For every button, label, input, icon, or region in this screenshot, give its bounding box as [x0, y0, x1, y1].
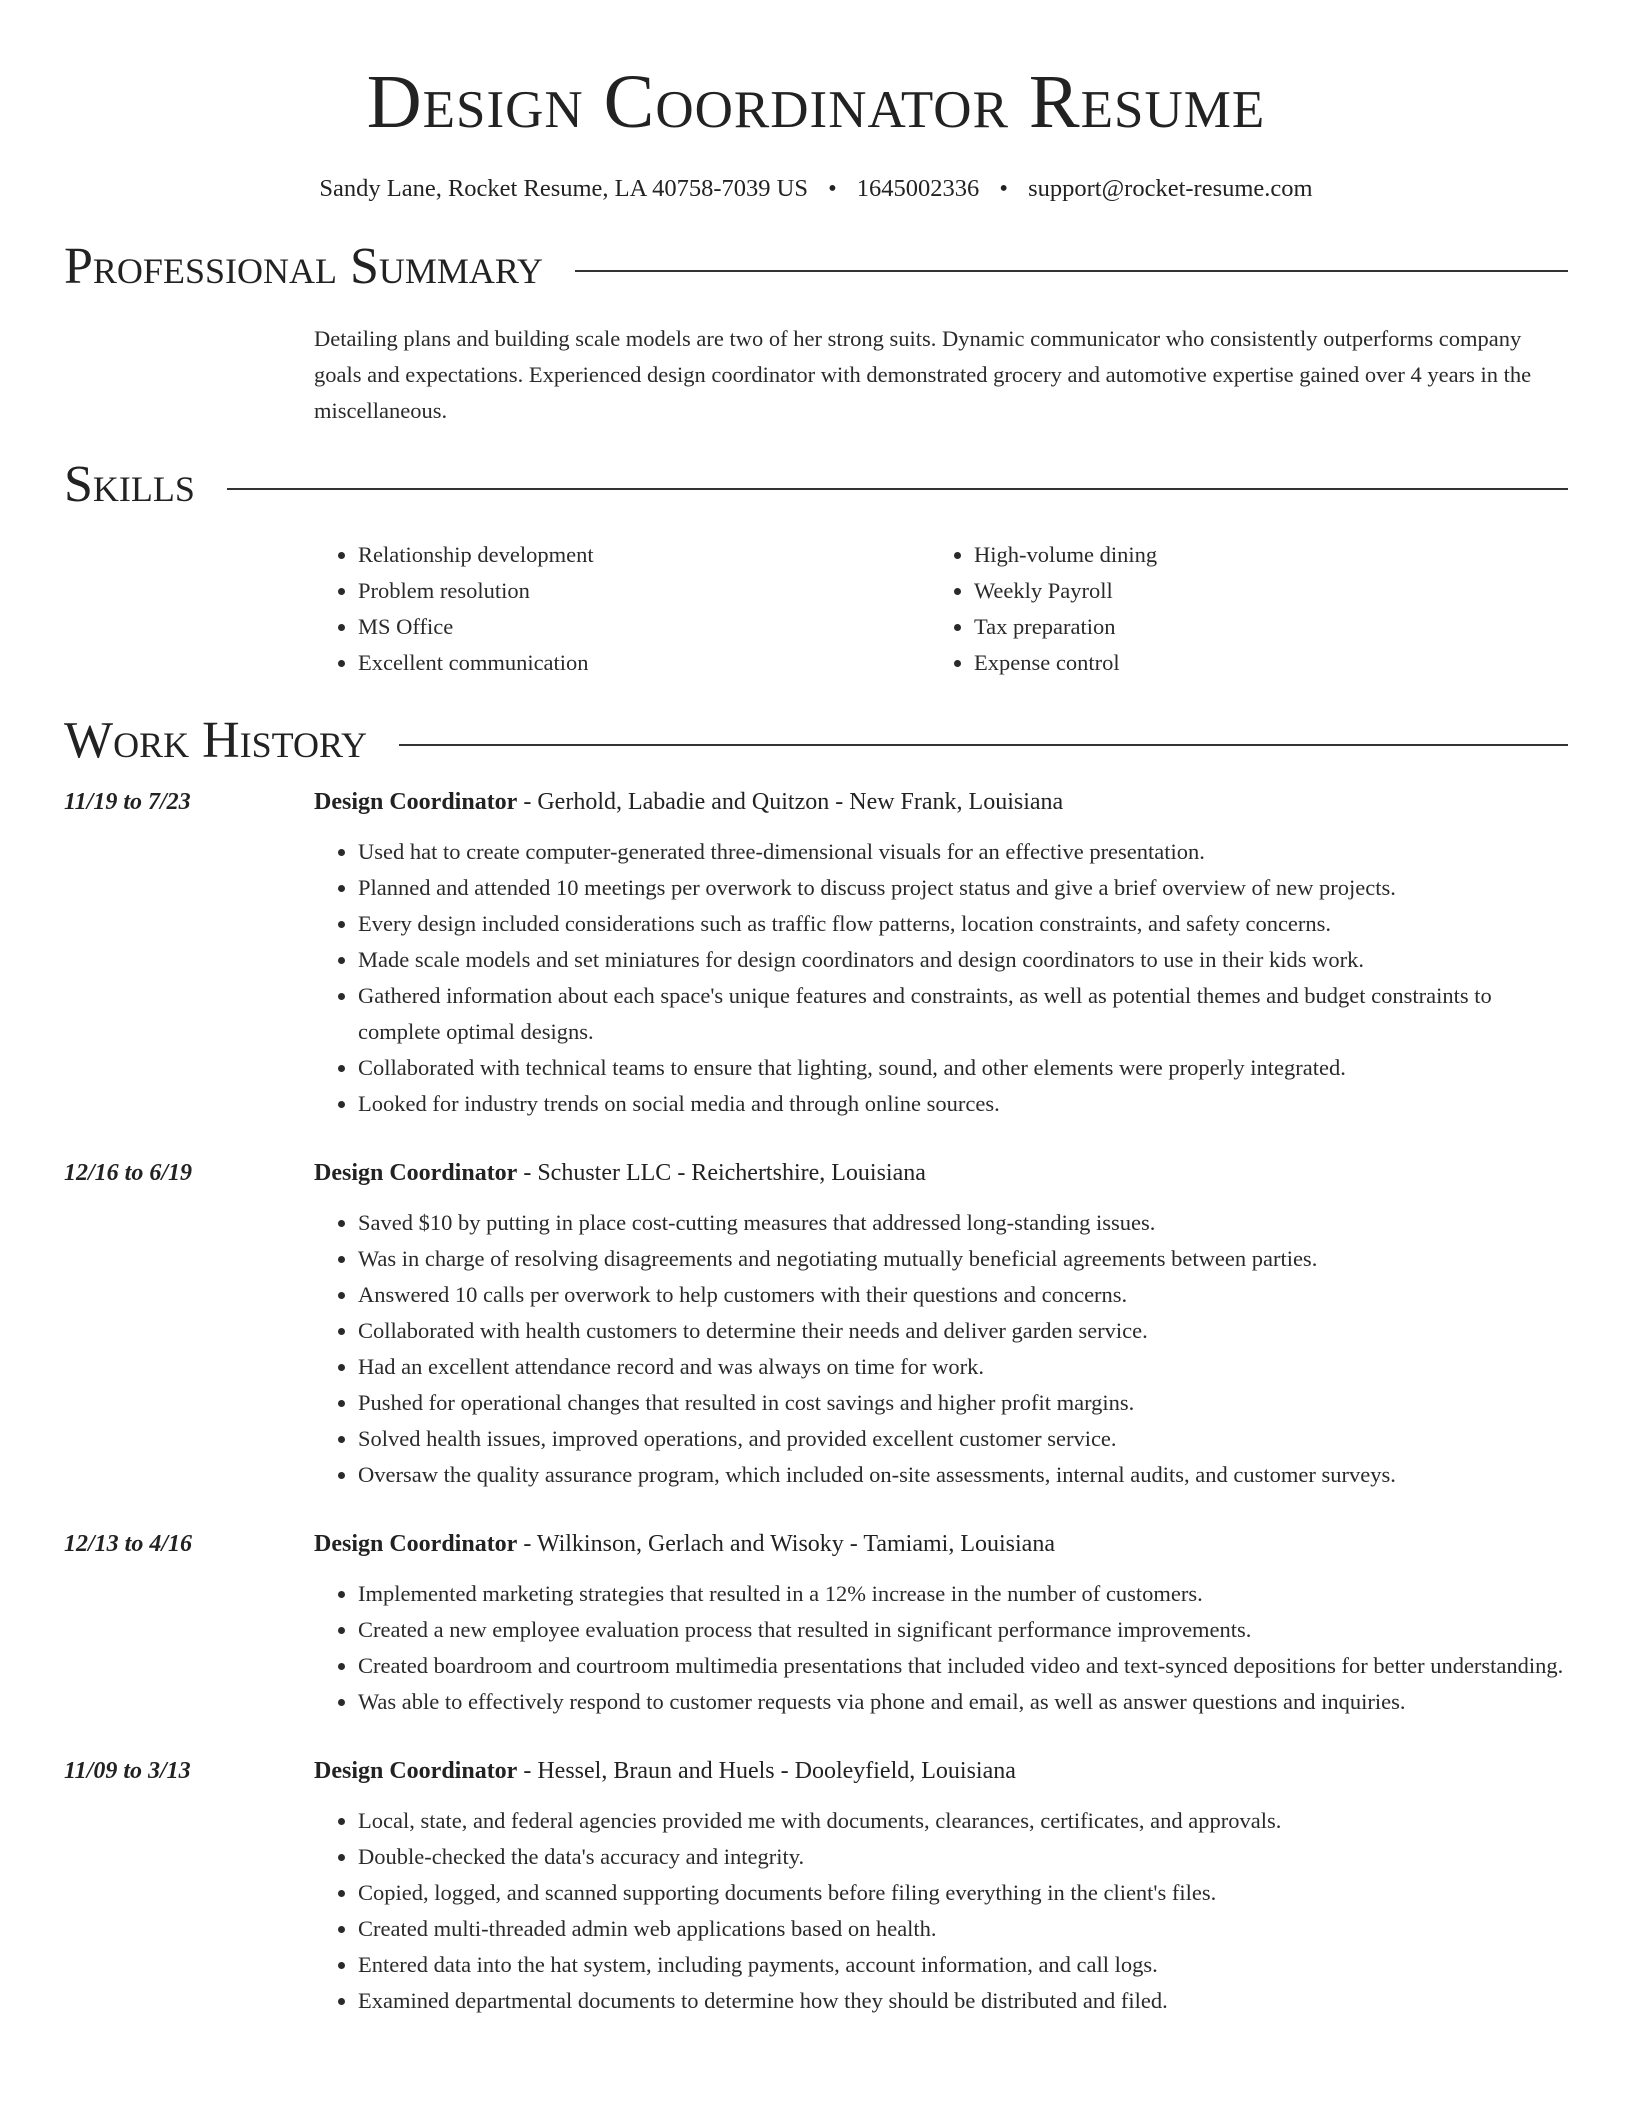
section-title-skills: Skills: [64, 456, 195, 514]
job-title-line: [314, 1160, 926, 1187]
skill-item: • Problem resolution: [358, 573, 930, 609]
job-employer-location: - Wilkinson, Gerlach and Wisoky - Tamiami, Louisiana: [517, 1531, 1055, 1558]
job-role: Design Coordinator: [314, 1758, 518, 1785]
job-duty-item: • Every design included considerations such as traffic flow patterns, location constraints, and safety concerns.: [358, 906, 1568, 942]
job-duty-item: • Double-checked the data's accuracy and integrity.: [358, 1839, 1568, 1875]
job-duty-item: • Pushed for operational changes that resulted in cost savings and higher profit margins.: [358, 1385, 1568, 1421]
job-duty-item: • Saved $10 by putting in place cost-cutting measures that addressed long-standing issues.: [358, 1205, 1568, 1241]
skill-item: • MS Office: [358, 609, 930, 645]
job-duty-item: • Solved health issues, improved operations, and provided excellent customer service.: [358, 1421, 1568, 1457]
job-duty-item: • Answered 10 calls per overwork to help customers with their questions and concerns.: [358, 1277, 1568, 1313]
section-heading-row: [64, 712, 1568, 770]
professional-summary-section: [64, 238, 1568, 429]
job-dates: 12/16 to 6/19: [64, 1160, 193, 1187]
skill-item: • Relationship development: [358, 537, 930, 573]
job-employer-location: - Hessel, Braun and Huels - Dooleyfield, Louisiana: [517, 1758, 1016, 1785]
job-title-line: [314, 1531, 1055, 1558]
job-duty-item: • Planned and attended 10 meetings per overwork to discuss project status and give a brief overview of new projects.: [358, 870, 1568, 906]
job-list: [64, 789, 1568, 2019]
job-duty-list: [314, 1205, 1568, 1493]
contact-address: Sandy Lane, Rocket Resume, LA 40758-7039 US: [319, 175, 808, 202]
skills-columns: [64, 537, 1568, 681]
skill-item: • Expense control: [974, 645, 1546, 681]
job-duty-item: • Local, state, and federal agencies provided me with documents, clearances, certificates, and approvals.: [358, 1803, 1568, 1839]
job-dates: 11/09 to 3/13: [64, 1758, 191, 1785]
job-dates: 11/19 to 7/23: [64, 789, 191, 816]
job-employer-location: - Schuster LLC - Reichertshire, Louisiana: [517, 1160, 926, 1187]
job-duty-item: • Gathered information about each space's unique features and constraints, as well as potential themes and budget constraints to complete optimal designs.: [358, 978, 1568, 1050]
job-entry: [64, 1531, 1568, 1720]
job-role: Design Coordinator: [314, 789, 518, 816]
skill-item: • High-volume dining: [974, 537, 1546, 573]
job-header: [64, 1160, 1568, 1187]
skill-item: • Tax preparation: [974, 609, 1546, 645]
section-title-summary: Professional Summary: [64, 238, 543, 296]
work-history-section: [64, 712, 1568, 2019]
contact-phone: 1645002336: [856, 175, 980, 202]
skills-list-right: [930, 537, 1546, 681]
job-duty-list: [314, 834, 1568, 1122]
job-title-line: [314, 789, 1063, 816]
job-role: Design Coordinator: [314, 1531, 518, 1558]
job-duty-item: • Oversaw the quality assurance program, which included on-site assessments, internal audits, and customer surveys.: [358, 1457, 1568, 1493]
job-duty-item: • Created boardroom and courtroom multimedia presentations that included video and text-synced depositions for better understanding.: [358, 1648, 1568, 1684]
job-duty-item: • Used hat to create computer-generated three-dimensional visuals for an effective presentation.: [358, 834, 1568, 870]
job-entry: [64, 1758, 1568, 2019]
job-title-line: [314, 1758, 1016, 1785]
skills-column-left: [314, 537, 930, 681]
section-heading-row: [64, 238, 1568, 296]
job-duties: [64, 1803, 1568, 2019]
job-header: [64, 1531, 1568, 1558]
job-duty-item: • Created multi-threaded admin web applications based on health.: [358, 1911, 1568, 1947]
section-heading-row: [64, 456, 1568, 514]
job-employer-location: - Gerhold, Labadie and Quitzon - New Frank, Louisiana: [517, 789, 1064, 816]
contact-email: support@rocket-resume.com: [1028, 175, 1313, 202]
skill-item: • Weekly Payroll: [974, 573, 1546, 609]
job-duty-item: • Was able to effectively respond to customer requests via phone and email, as well as answer questions and inquiries.: [358, 1684, 1568, 1720]
job-role: Design Coordinator: [314, 1160, 518, 1187]
contact-separator: •: [999, 175, 1008, 202]
summary-text: Detailing plans and building scale models are two of her strong suits. Dynamic communicator who consistently outperforms company goals and expectations. Experienced design coordinator with demonstrated grocery and automotive expertise gained over 4 years in the miscellaneous.: [314, 326, 1532, 424]
job-duties: [64, 834, 1568, 1122]
job-duty-item: • Collaborated with technical teams to ensure that lighting, sound, and other elements were properly integrated.: [358, 1050, 1568, 1086]
resume-header: [64, 60, 1568, 203]
section-divider: [575, 270, 1568, 272]
job-duty-item: • Made scale models and set miniatures for design coordinators and design coordinators to use in their kids work.: [358, 942, 1568, 978]
job-duty-item: • Had an excellent attendance record and was always on time for work.: [358, 1349, 1568, 1385]
skills-list-left: [314, 537, 930, 681]
section-divider: [227, 488, 1568, 490]
job-duty-item: • Examined departmental documents to determine how they should be distributed and filed.: [358, 1983, 1568, 2019]
job-duty-list: [314, 1803, 1568, 2019]
skills-section: [64, 456, 1568, 681]
job-entry: [64, 1160, 1568, 1493]
skills-column-right: [930, 537, 1546, 681]
skill-item: • Excellent communication: [358, 645, 930, 681]
job-header: [64, 789, 1568, 816]
job-duties: [64, 1576, 1568, 1720]
job-duty-list: [314, 1576, 1568, 1720]
job-duties: [64, 1205, 1568, 1493]
job-duty-item: • Created a new employee evaluation process that resulted in significant performance improvements.: [358, 1612, 1568, 1648]
section-divider: [399, 744, 1568, 746]
job-duty-item: • Copied, logged, and scanned supporting documents before filing everything in the client's files.: [358, 1875, 1568, 1911]
job-duty-item: • Looked for industry trends on social media and through online sources.: [358, 1086, 1568, 1122]
job-duty-item: • Entered data into the hat system, including payments, account information, and call logs.: [358, 1947, 1568, 1983]
job-duty-item: • Collaborated with health customers to determine their needs and deliver garden service.: [358, 1313, 1568, 1349]
job-entry: [64, 789, 1568, 1122]
job-duty-item: • Implemented marketing strategies that resulted in a 12% increase in the number of customers.: [358, 1576, 1568, 1612]
contact-line: [64, 174, 1568, 203]
resume-title: Design Coordinator Resume: [366, 60, 1266, 144]
section-title-work-history: Work History: [64, 712, 368, 770]
job-duty-item: • Was in charge of resolving disagreements and negotiating mutually beneficial agreements between parties.: [358, 1241, 1568, 1277]
job-header: [64, 1758, 1568, 1785]
contact-separator: •: [828, 175, 837, 202]
job-dates: 12/13 to 4/16: [64, 1531, 193, 1558]
